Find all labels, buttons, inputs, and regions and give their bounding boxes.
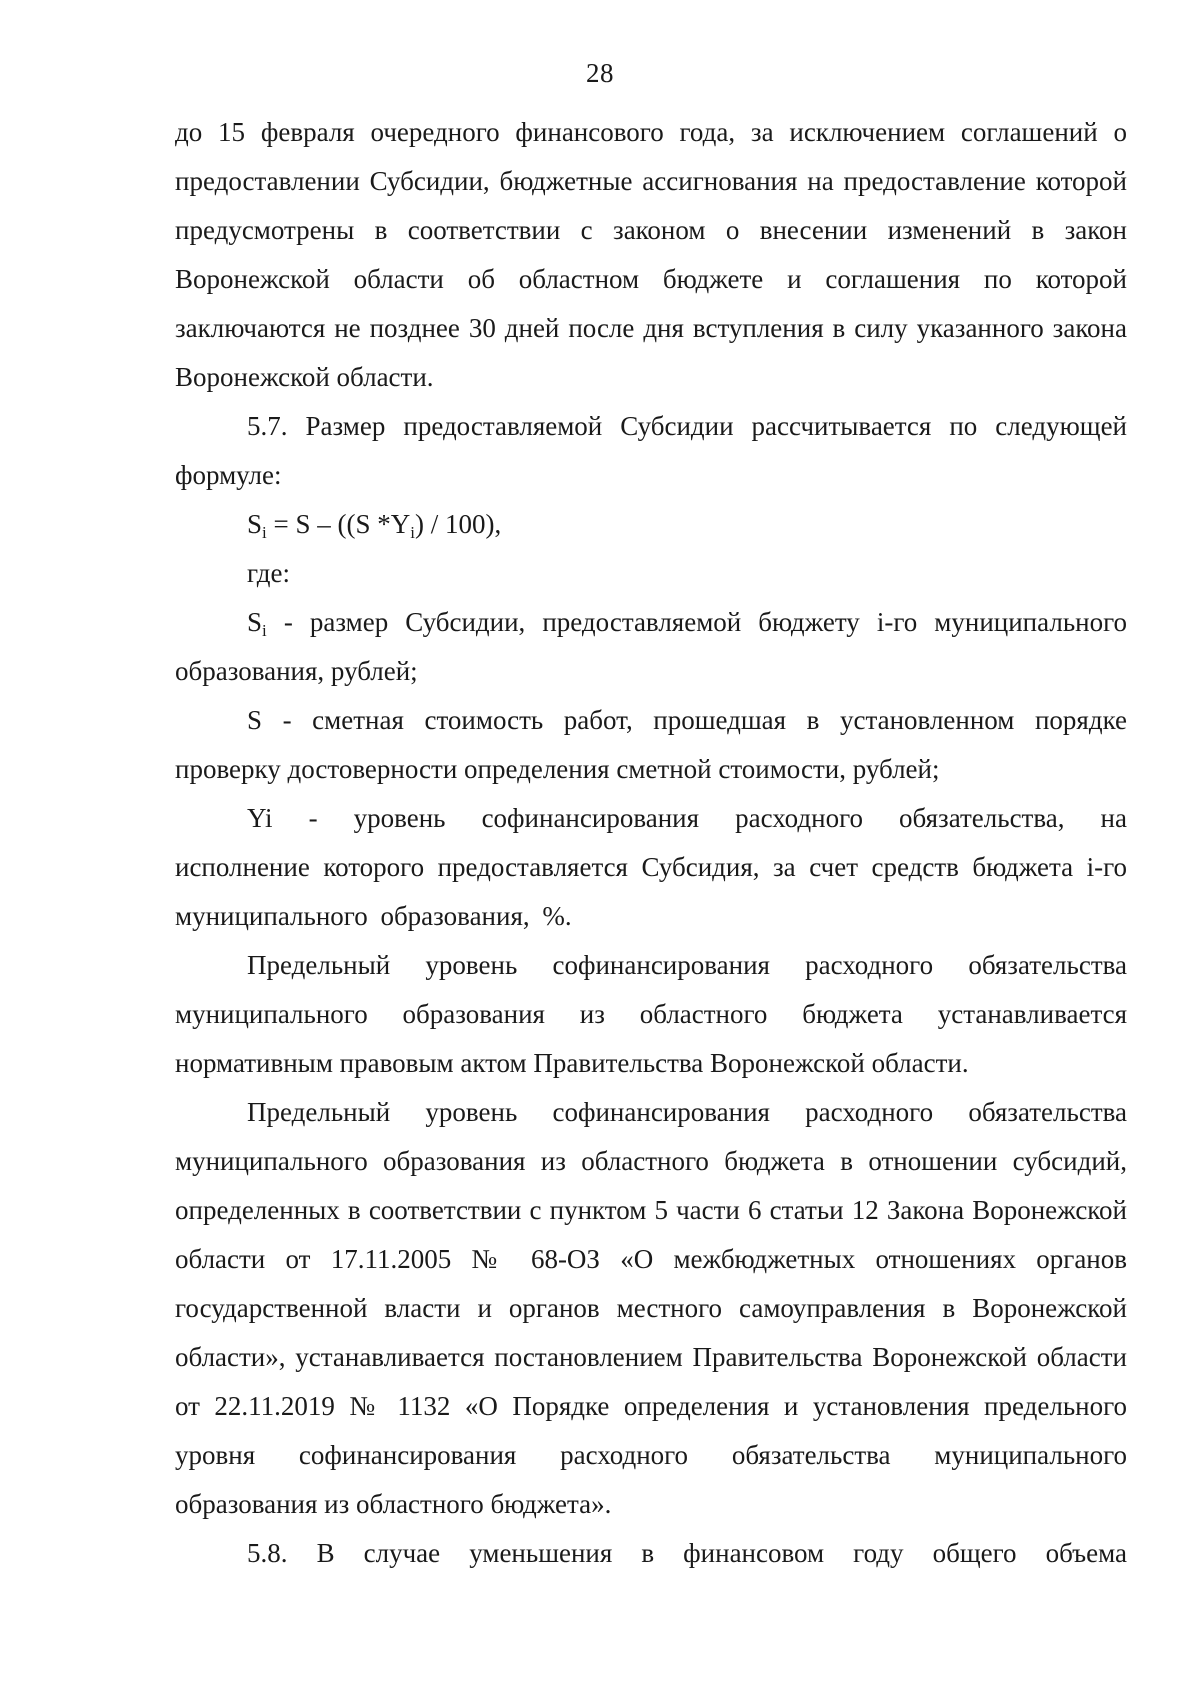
definition-si-subscript: i	[262, 621, 267, 640]
definition-si-text: - размер Субсидии, предоставляемой бюджету i-го муниципального образования, рублей;	[175, 607, 1127, 686]
document-body	[175, 108, 1127, 1578]
formula-lhs: S	[247, 509, 263, 539]
definition-s: S - сметная стоимость работ, прошедшая в установленном порядке проверку достоверности определения сметной стоимости, рублей;	[175, 705, 1127, 784]
definition-si-symbol: S	[247, 607, 263, 637]
paragraph-continuation: до 15 февраля очередного финансового года, за исключением соглашений о предоставлении Субсидии, бюджетные ассигнования на предоставление которой предусмотрены в соответствии с законом о внесении изменений в закон Воронежской области об областном бюджете и соглашения по которой заключаются не позднее 30 дней после дня вступления в силу указанного закона Воронежской области.	[175, 117, 1127, 392]
definition-si	[175, 598, 1127, 696]
paragraph-cofinancing-limit: Предельный уровень софинансирования расходного обязательства муниципального образования из областного бюджета устанавливается нормативным правовым актом Правительства Воронежской области.	[175, 950, 1127, 1078]
formula-y-subscript: i	[410, 523, 415, 542]
definition-yi: Yi - уровень софинансирования расходного обязательства, на исполнение которого предоставляется Субсидия, за счет средств бюджета i-го муниципального образования, %.	[175, 803, 1127, 931]
formula-tail: ) / 100),	[415, 509, 502, 539]
where-label: где:	[247, 558, 290, 588]
paragraph-cofinancing-subsidies: Предельный уровень софинансирования расходного обязательства муниципального образования из областного бюджета в отношении субсидий, определенных в соответствии с пунктом 5 части 6 статьи 12 Закона Воронежской области от 17.11.2005 № 68-ОЗ «О межбюджетных отношениях органов государственной власти и органов местного самоуправления в Воронежской области», устанавливается постановлением Правительства Воронежской области от 22.11.2019 № 1132 «О Порядке определения и установления предельного уровня софинансирования расходного обязательства муниципального образования из областного бюджета».	[175, 1097, 1127, 1519]
paragraph-5-7: 5.7. Размер предоставляемой Субсидии рассчитывается по следующей формуле:	[175, 411, 1127, 490]
page-number: 28	[586, 58, 614, 88]
paragraph-5-8: 5.8. В случае уменьшения в финансовом году общего объема	[247, 1538, 1127, 1568]
formula-middle: = S – ((S *Y	[266, 509, 411, 539]
formula-lhs-subscript: i	[262, 523, 267, 542]
subsidy-formula	[175, 500, 1127, 549]
